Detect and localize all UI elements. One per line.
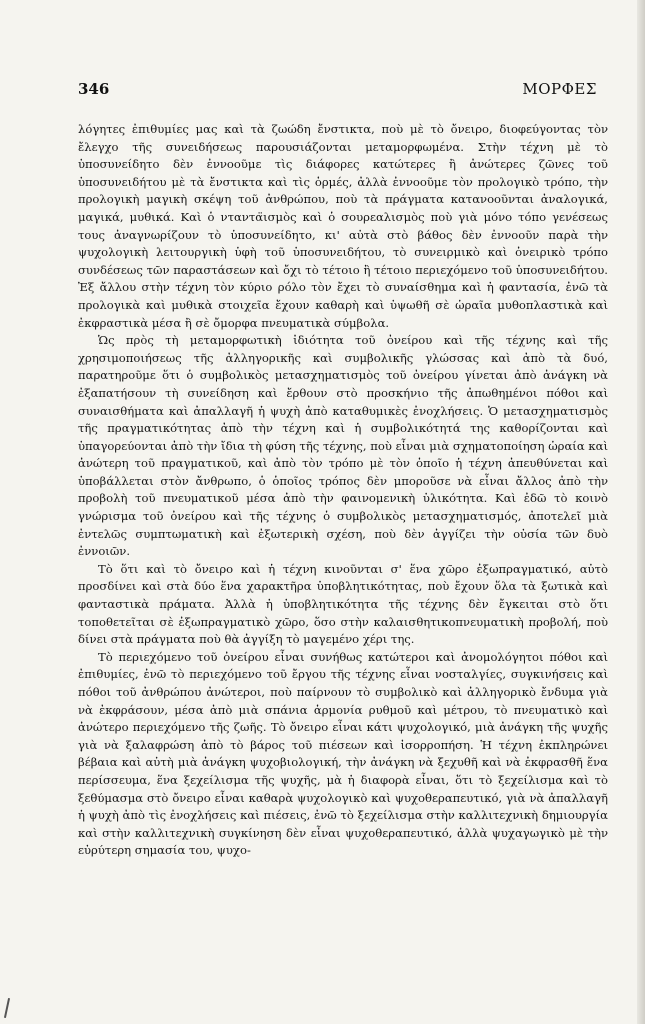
page-edge-shadow xyxy=(637,0,645,1024)
margin-mark xyxy=(4,998,10,1018)
page-header xyxy=(78,80,597,102)
paragraph: Τὸ ὅτι καὶ τὸ ὄνειρο καὶ ἡ τέχνη κινοῦνται σ' ἕνα χῶρο ἐξωπραγματικό, αὐτὸ προσδίνει καὶ στὰ δύο ἕνα χαρακτῆρα ὑποβλητικότητας, ποὺ ἔχουν ὅλα τὰ ξωτικὰ καὶ φανταστικὰ πράματα. Ἀλλὰ ἡ ὑποβλητικότητα τῆς τέχνης δὲν ἔγκειται στὸ ὅτι τοποθετεῖται σὲ ἐξωπραγματικὸ χῶρο, ὅσο στὴν καλαισθητικοπνευματικὴ προβολή, ποὺ δίνει στὰ πράγματα ποὺ θὰ ἀγγίξη τὸ μαγεμένο χέρι της. xyxy=(78,561,608,647)
running-title: ΜΟΡΦΕΣ xyxy=(522,80,597,98)
body-text xyxy=(78,121,608,860)
paragraph: λόγητες ἐπιθυμίες μας καὶ τὰ ζωώδη ἔνστικτα, ποὺ μὲ τὸ ὄνειρο, διοφεύγοντας τὸν ἔλεγχο τῆς συνειδήσεως παρουσιάζονται μεταμορφωμένα. Στὴν τέχνη μὲ τὸ ὑποσυνείδητο δὲν ἐννοοῦμε τὶς διάφορες κατώτερες ἢ ἀνώτερες ζῶνες τοῦ ὑποσυνειδήτου μὲ τὰ ἔνστικτα καὶ τὶς ὁρμές, ἀλλὰ ἐννοοῦμε τὸν προλογικὸ τρόπο, τὴν προλογικὴ μαγικὴ σκέψη τοῦ ἀνθρώπου, ποὺ τὰ πράγματα κατανοοῦνται ἀναλογικά, μαγικά, μυθικά. Καὶ ὁ νταντα̈ισμὸς καὶ ὁ σουρεαλισμὸς ποὺ γιὰ μόνο τόπο γενέσεως τους ἀναγνωρίζουν τὸ ὑποσυνείδητο, κι' αὐτὰ στὸ βάθος δὲν ἐννοοῦν παρὰ τὴν ψυχολογικὴ λειτουργικὴ ὑφὴ τοῦ ὑποσυνειδήτου, τὸ συνειρμικὸ καὶ ὀνειρικὸ τρόπο συνδέσεως τῶν παραστάσεων καὶ ὄχι τὸ τέτοιο ἢ τέτοιο περιεχόμενο τοῦ ὑποσυνειδήτου. Ἐξ ἄλλου στὴν τέχνη τὸν κύριο ρόλο τὸν ἔχει τὸ συναίσθημα καὶ ἡ φαντασία, ἐνῶ τὰ προλογικὰ καὶ μυθικὰ στοιχεῖα ἔχουν καθαρὴ καὶ ὑψωθῆ σὲ ὡραῖα μυθοπλαστικὰ καὶ ἐκφραστικὰ μέσα ἢ σὲ ὄμορφα πνευματικὰ σύμβολα. xyxy=(78,122,608,330)
paragraph: Τὸ περιεχόμενο τοῦ ὀνείρου εἶναι συνήθως κατώτεροι καὶ ἀνομολόγητοι πόθοι καὶ ἐπιθυμίες, ἐνῶ τὸ περιεχόμενο τοῦ ἔργου τῆς τέχνης εἶναι νοσταλγίες, συγκινήσεις καὶ πόθοι τοῦ ἀνθρώπου ἀνώτεροι, ποὺ παίρνουν τὸ συμβολικὸ καὶ ἀλληγορικὸ ἔνδυμα γιὰ νὰ ἐκφράσουν, μέσα ἀπὸ μιὰ σπάνια ἁρμονία ρυθμοῦ καὶ μέτρου, τὸ πνευματικὸ καὶ ἀνώτερο περιεχόμενο τῆς ζωῆς. Τὸ ὄνειρο εἶναι κάτι ψυχολογικό, μιὰ ἀνάγκη τῆς ψυχῆς γιὰ νὰ ξαλαφρώση ἀπὸ τὸ βάρος τοῦ πιέσεων καὶ ἰσορροπήση. Ἡ τέχνη ἐκπληρώνει βέβαια καὶ αὐτὴ μιὰ ἀνάγκη ψυχοβιολογική, τὴν ἀνάγκη νὰ ξεχυθῆ καὶ νὰ ἐκφρασθῆ ἕνα περίσσευμα, ἕνα ξεχείλισμα τῆς ψυχῆς, μὰ ἡ διαφορὰ εἶναι, ὅτι τὸ ξεχείλισμα καὶ τὸ ξεθύμασμα στὸ ὄνειρο εἶναι καθαρὰ ψυχολογικὸ καὶ ψυχοθεραπευτικό, γιὰ νὰ ἀπαλλαγῆ ἡ ψυχὴ ἀπὸ τὶς ἐνοχλήσεις καὶ πιέσεις, ἐνῶ τὸ ξεχείλισμα στὴν καλλιτεχνικὴ δημιουργία καὶ στὴν καλλιτεχνικὴ συγκίνηση δὲν εἶναι ψυχοθεραπευτικό, ἀλλὰ ψυχαγωγικὸ μὲ τὴν εὐρύτερη σημασία του, ψυχο- xyxy=(78,649,608,858)
paragraph: Ὡς πρὸς τὴ μεταμορφωτικὴ ἰδιότητα τοῦ ὀνείρου καὶ τῆς τέχνης καὶ τῆς χρησιμοποιήσεως τῆς ἀλληγορικῆς καὶ συμβολικῆς γλώσσας καὶ ἀπὸ τὰ δυό, παρατηροῦμε ὅτι ὁ συμβολικὸς μετασχηματισμὸς τοῦ ὀνείρου γίνεται ἀπὸ ἀνάγκη νὰ ἐξαπατήσουν τὴ συνείδηση καὶ ἔρθουν στὸ προσκήνιο τῆς ἀπωθημένοι πόθοι καὶ συναισθήματα καὶ ἀπαλλαγῆ ἡ ψυχὴ ἀπὸ καταθυμικὲς ἐνοχλήσεις. Ὁ μετασχηματισμὸς τῆς πραγματικότητας ἀπὸ τὴν τέχνη καὶ ἡ συμβολικότητά της καθορίζονται καὶ ὑπαγορεύονται ἀπὸ τὴν ἴδια τὴ φύση τῆς τέχνης, ποὺ εἶναι μιὰ σχηματοποίηση ὡραία καὶ ἀνώτερη τοῦ πραγματικοῦ, καὶ ἀπὸ τὸν τρόπο μὲ τὸν ὁποῖο ἡ τέχνη ἀπευθύνεται καὶ ὑποβάλλεται στὸν ἄνθρωπο, ὁ ὁποῖος τρόπος δὲν μποροῦσε νὰ εἶναι ἄλλος ἀπὸ τὴν προβολὴ τοῦ πνευματικοῦ μέσα ἀπὸ τὴν φαινομενικὴ ὑλικότητα. Καὶ ἐδῶ τὸ κοινὸ γνώρισμα τοῦ ὀνείρου καὶ τῆς τέχνης ὁ συμβολικὸς μετασχηματισμός, ἀποτελεῖ μιὰ ἐντελῶς συμπτωματικὴ καὶ ἐξωτερικὴ σχέση, ποὺ δὲν ἀγγίζει τὴν οὐσία τῶν δυὸ ἐννοιῶν. xyxy=(78,333,608,559)
page-number: 346 xyxy=(78,80,110,98)
